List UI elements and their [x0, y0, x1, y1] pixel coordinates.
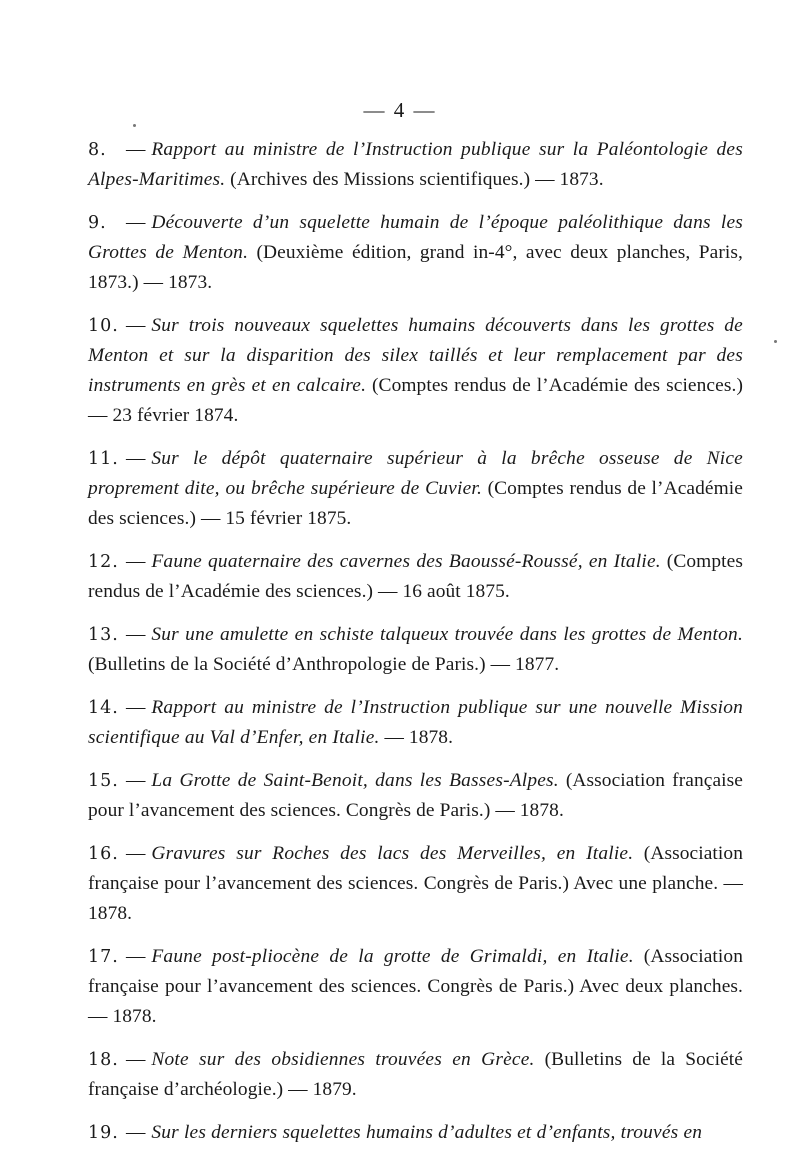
bibliography-entry	[88, 839, 743, 929]
entry-title: Découverte d’un squelette humain de l’époque paléolithique dans les Grottes de Menton.	[88, 212, 743, 263]
entry-title: Sur les derniers squelettes humains d’adultes et d’enfants, trouvés en	[151, 1122, 703, 1143]
bibliography-entry	[88, 693, 743, 753]
entry-dash: —	[126, 448, 146, 469]
entry-dash: —	[126, 1049, 146, 1070]
entry-publication: (Association française pour l’avancement des sciences. Congrès de Paris.) Avec deux planches. — 1878.	[88, 946, 743, 1027]
entry-publication: (Archives des Missions scientifiques.) — 1873.	[230, 169, 604, 190]
entry-publication: (Deuxième édition, grand in-4°, avec deux planches, Paris, 1873.) — 1873.	[88, 242, 743, 293]
bibliography-entry	[88, 1045, 743, 1105]
bibliography-entry	[88, 208, 743, 298]
entry-number: 15.	[88, 771, 119, 791]
entry-title: Sur une amulette en schiste talqueux trouvée dans les grottes de Menton.	[151, 624, 743, 645]
entry-number: 16.	[88, 844, 119, 864]
entry-title: Sur le dépôt quaternaire supérieur à la brêche osseuse de Nice proprement dite, ou brêche supérieure de Cuvier.	[88, 448, 743, 499]
paper-speck	[774, 340, 777, 343]
entry-number: 8.	[88, 140, 107, 160]
bibliography-entry	[88, 620, 743, 680]
entry-publication: (Bulletins de la Société d’Anthropologie de Paris.) — 1877.	[88, 654, 560, 675]
bibliography-entry	[88, 444, 743, 534]
entry-title: Rapport au ministre de l’Instruction publique sur une nouvelle Mission scientifique au Val d’Enfer, en Italie.	[88, 697, 743, 748]
bibliography-entry	[88, 311, 743, 431]
entry-publication: (Comptes rendus de l’Académie des sciences.) — 23 février 1874.	[88, 375, 743, 426]
bibliography-entry	[88, 1118, 743, 1148]
paper-speck	[133, 124, 136, 127]
entry-dash: —	[126, 946, 146, 967]
entry-number: 11.	[88, 449, 119, 469]
entry-title: Rapport au ministre de l’Instruction publique sur la Paléontologie des Alpes-Maritimes.	[88, 139, 743, 190]
entry-publication: (Association française pour l’avancement des sciences. Congrès de Paris.) — 1878.	[88, 770, 744, 821]
entry-dash: —	[126, 624, 146, 645]
entry-dash: —	[126, 770, 146, 791]
entry-title: Note sur des obsidiennes trouvées en Grèce.	[151, 1049, 535, 1070]
entry-publication: — 1878.	[384, 727, 454, 748]
bibliography-list	[88, 135, 743, 1161]
bibliography-entry	[88, 942, 743, 1032]
entry-number: 18.	[88, 1050, 119, 1070]
entry-title: Faune post-pliocène de la grotte de Grimaldi, en Italie.	[151, 946, 634, 967]
entry-dash: —	[126, 139, 146, 160]
entry-dash: —	[126, 551, 146, 572]
entry-dash: —	[126, 1122, 146, 1143]
entry-number: 17.	[88, 947, 119, 967]
entry-title: Sur trois nouveaux squelettes humains découverts dans les grottes de Menton et sur la disparition des silex taillés et leur remplacement par des instruments en grès et en calcaire.	[88, 315, 743, 396]
entry-number: 9.	[88, 213, 107, 233]
entry-title: La Grotte de Saint-Benoit, dans les Basses-Alpes.	[151, 770, 559, 791]
entry-dash: —	[126, 315, 146, 336]
page-number: — 4 —	[363, 98, 437, 122]
entry-publication: (Comptes rendus de l’Académie des sciences.) — 16 août 1875.	[88, 551, 743, 602]
entry-dash: —	[126, 212, 146, 233]
entry-number: 19.	[88, 1123, 119, 1143]
entry-publication: (Comptes rendus de l’Académie des sciences.) — 15 février 1875.	[88, 478, 743, 529]
entry-dash: —	[126, 697, 146, 718]
bibliography-entry	[88, 766, 743, 826]
entry-publication: (Association française pour l’avancement des sciences. Congrès de Paris.) Avec une planche. — 1878.	[88, 843, 743, 924]
bibliography-entry	[88, 135, 743, 195]
entry-number: 12.	[88, 552, 119, 572]
entry-title: Faune quaternaire des cavernes des Baoussé-Roussé, en Italie.	[151, 551, 661, 572]
entry-title: Gravures sur Roches des lacs des Merveilles, en Italie.	[151, 843, 634, 864]
entry-number: 14.	[88, 698, 119, 718]
bibliography-entry	[88, 547, 743, 607]
entry-publication: (Bulletins de la Société française d’archéologie.) — 1879.	[88, 1049, 743, 1100]
entry-number: 10.	[88, 316, 119, 336]
entry-dash: —	[126, 843, 146, 864]
entry-number: 13.	[88, 625, 119, 645]
